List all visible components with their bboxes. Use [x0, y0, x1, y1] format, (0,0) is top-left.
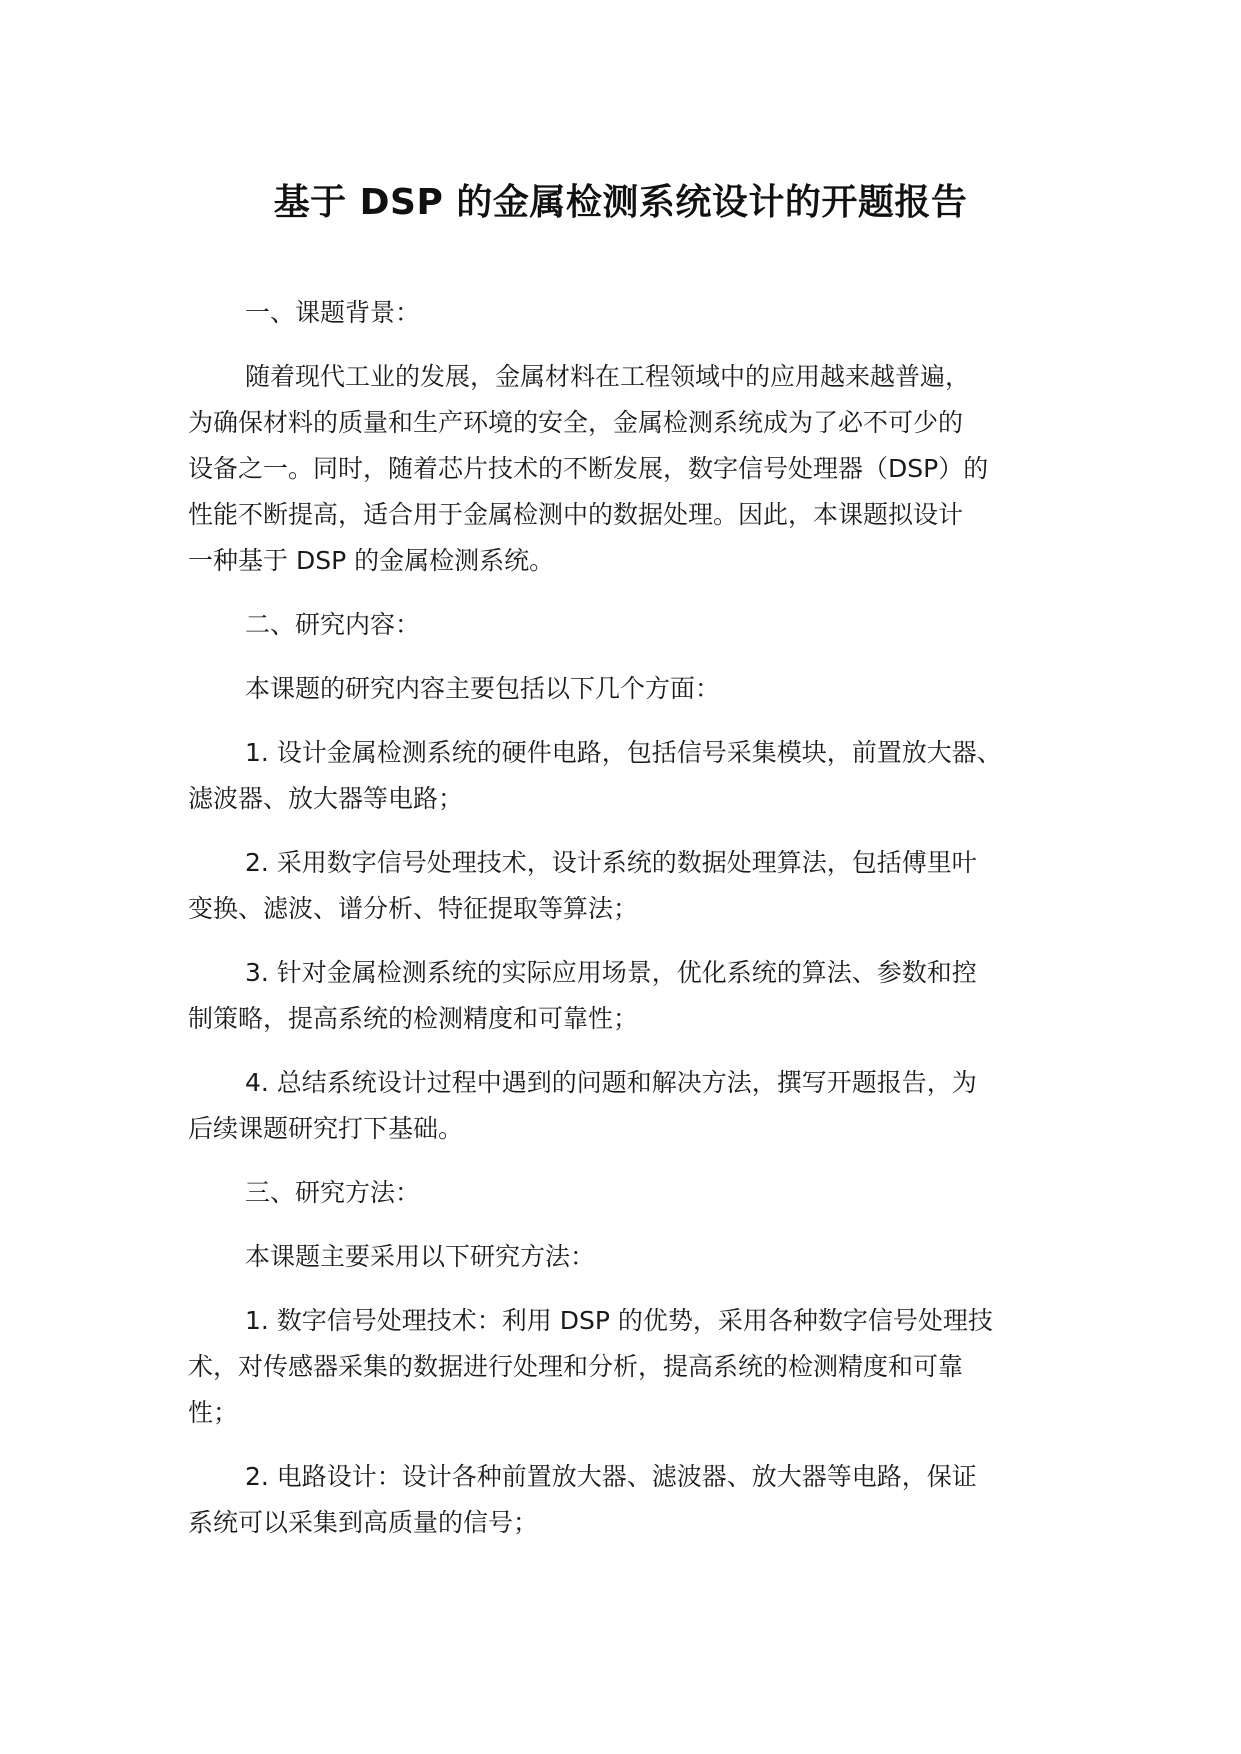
paragraph-methods-intro [188, 1234, 1068, 1280]
section-heading-research-methods: 三、研究方法： [245, 1178, 421, 1207]
text-line: 4. 总结系统设计过程中遇到的问题和解决方法，撰写开题报告，为 [245, 1068, 977, 1097]
text-line: 为确保材料的质量和生产环境的安全，金属检测系统成为了必不可少的 [188, 408, 964, 437]
text-line: 一种基于 DSP 的金属检测系统。 [188, 546, 555, 575]
paragraph-background [188, 354, 1068, 584]
paragraph-content-intro [188, 666, 1068, 712]
text-line: 术，对传感器采集的数据进行处理和分析，提高系统的检测精度和可靠 [188, 1352, 964, 1381]
list-item-content-2 [188, 840, 1068, 932]
text-line: 本课题的研究内容主要包括以下几个方面： [245, 674, 721, 703]
section-heading-research-content: 二、研究内容： [245, 610, 421, 639]
text-line: 性； [188, 1398, 239, 1427]
list-item-content-3 [188, 950, 1068, 1042]
text-line: 2. 采用数字信号处理技术，设计系统的数据处理算法，包括傅里叶 [245, 848, 977, 877]
text-line: 随着现代工业的发展，金属材料在工程领域中的应用越来越普遍， [245, 362, 971, 391]
text-line: 制策略，提高系统的检测精度和可靠性； [188, 1004, 639, 1033]
text-line: 滤波器、放大器等电路； [188, 784, 464, 813]
document-body [188, 290, 1068, 1564]
list-item-content-4 [188, 1060, 1068, 1152]
text-line: 1. 设计金属检测系统的硬件电路，包括信号采集模块，前置放大器、 [245, 738, 1002, 767]
text-line: 2. 电路设计：设计各种前置放大器、滤波器、放大器等电路，保证 [245, 1462, 977, 1491]
text-line: 本课题主要采用以下研究方法： [245, 1242, 596, 1271]
text-line: 系统可以采集到高质量的信号； [188, 1508, 539, 1537]
list-item-content-1 [188, 730, 1068, 822]
text-line: 变换、滤波、谱分析、特征提取等算法； [188, 894, 639, 923]
text-line: 3. 针对金属检测系统的实际应用场景，优化系统的算法、参数和控 [245, 958, 977, 987]
text-line: 设备之一。同时，随着芯片技术的不断发展，数字信号处理器（DSP）的 [188, 454, 989, 483]
list-item-method-2 [188, 1454, 1068, 1546]
text-line: 后续课题研究打下基础。 [188, 1114, 464, 1143]
text-line: 性能不断提高，适合用于金属检测中的数据处理。因此，本课题拟设计 [188, 500, 964, 529]
document-title: 基于 DSP 的金属检测系统设计的开题报告 [273, 182, 968, 223]
section-heading-background: 一、课题背景： [245, 298, 421, 327]
text-line: 1. 数字信号处理技术：利用 DSP 的优势，采用各种数字信号处理技 [245, 1306, 993, 1335]
list-item-method-1 [188, 1298, 1068, 1436]
